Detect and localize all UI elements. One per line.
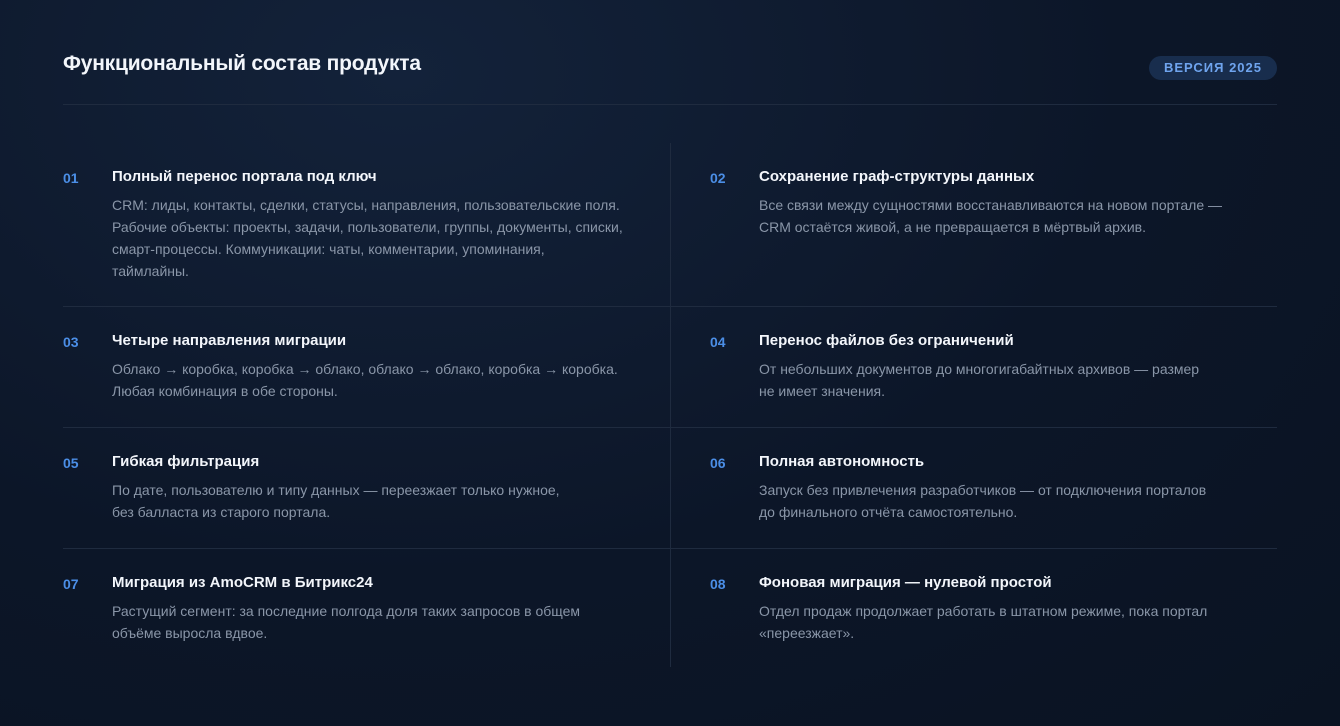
feature-item bbox=[63, 428, 670, 548]
feature-number: 01 bbox=[63, 170, 79, 186]
features-row bbox=[63, 307, 1277, 428]
feature-description: Все связи между сущностями восстанавливаются на новом портале — CRM остаётся живой, а не превращается в мёртвый архив. bbox=[759, 197, 1222, 235]
feature-item bbox=[670, 307, 1277, 427]
feature-title: Гибкая фильтрация bbox=[112, 453, 260, 470]
feature-title: Четыре направления миграции bbox=[112, 332, 347, 349]
feature-number: 03 bbox=[63, 334, 79, 350]
feature-number: 04 bbox=[710, 334, 726, 350]
feature-number: 02 bbox=[710, 170, 726, 186]
feature-item bbox=[670, 143, 1277, 306]
features-grid bbox=[63, 143, 1277, 669]
feature-description: CRM: лиды, контакты, сделки, статусы, направления, пользовательские поля. Рабочие объекты: проекты, задачи, пользователи, группы, документы, списки, смарт-процессы. Коммуникации: чаты, комментарии, упоминания, таймлайны. bbox=[112, 197, 623, 279]
features-row bbox=[63, 143, 1277, 307]
feature-description: Отдел продаж продолжает работать в штатном режиме, пока портал «переезжает». bbox=[759, 603, 1208, 641]
features-row bbox=[63, 428, 1277, 549]
feature-number: 05 bbox=[63, 455, 79, 471]
feature-number: 07 bbox=[63, 576, 79, 592]
feature-description: Запуск без привлечения разработчиков — от подключения порталов до финального отчёта самостоятельно. bbox=[759, 482, 1207, 520]
version-badge: ВЕРСИЯ 2025 bbox=[1149, 56, 1277, 80]
page-header bbox=[63, 52, 1277, 105]
feature-item bbox=[670, 549, 1277, 669]
feature-item bbox=[670, 428, 1277, 548]
feature-title: Полный перенос портала под ключ bbox=[112, 168, 377, 185]
feature-description: Облако → коробка, коробка → облако, облако → облако, коробка → коробка. Любая комбинация в обе стороны. bbox=[112, 361, 618, 399]
feature-title: Полная автономность bbox=[759, 453, 925, 470]
feature-title: Перенос файлов без ограничений bbox=[759, 332, 1014, 349]
feature-description: По дате, пользователю и типу данных — переезжает только нужное, без балласта из старого портала. bbox=[112, 482, 560, 520]
feature-title: Фоновая миграция — нулевой простой bbox=[759, 574, 1052, 591]
feature-title: Миграция из AmoCRM в Битрикс24 bbox=[112, 574, 373, 591]
feature-description: Растущий сегмент: за последние полгода доля таких запросов в общем объёме выросла вдвое. bbox=[112, 603, 581, 641]
features-row bbox=[63, 549, 1277, 669]
feature-description: От небольших документов до многогигабайтных архивов — размер не имеет значения. bbox=[759, 361, 1200, 399]
feature-title: Сохранение граф-структуры данных bbox=[759, 168, 1035, 185]
page-title: Функциональный состав продукта bbox=[63, 52, 421, 75]
feature-number: 08 bbox=[710, 576, 726, 592]
feature-number: 06 bbox=[710, 455, 726, 471]
feature-item bbox=[63, 549, 670, 669]
feature-item bbox=[63, 143, 670, 306]
feature-item bbox=[63, 307, 670, 427]
